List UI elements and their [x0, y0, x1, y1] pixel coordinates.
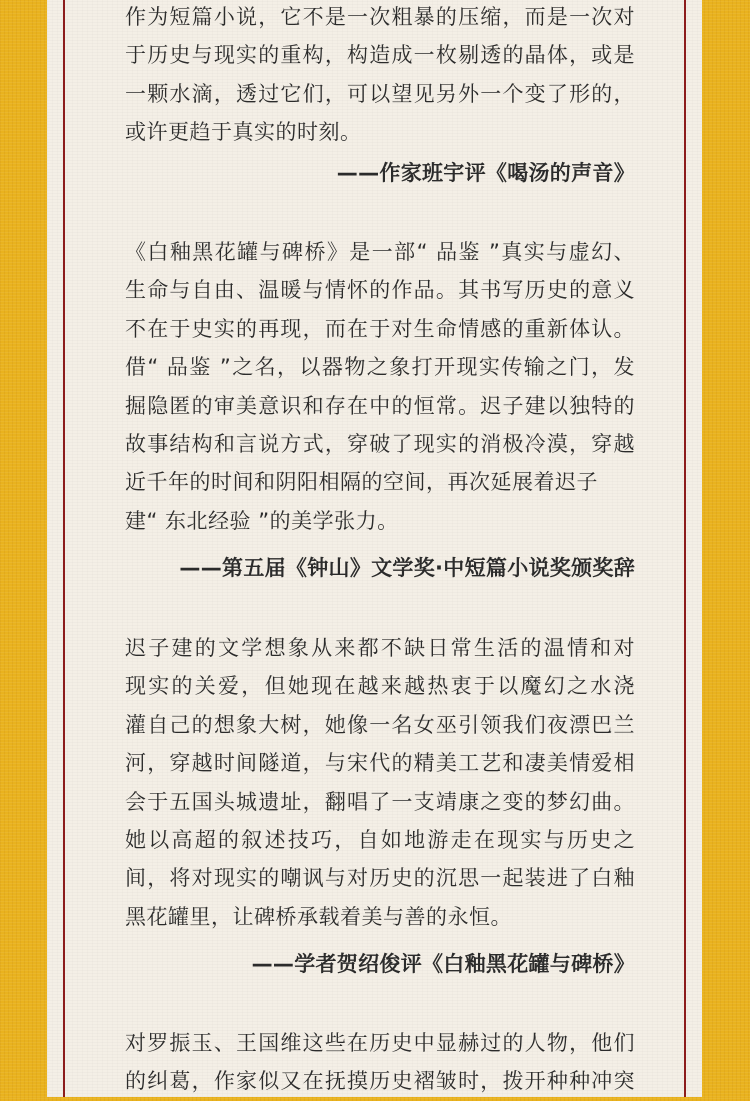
- quote-line: 《白釉黑花罐与碑桥》是一部“ 品鉴 ”真实与虚幻、: [125, 240, 635, 264]
- quote-line: 或许更趋于真实的时刻。: [125, 120, 362, 145]
- quote-attribution-2: ——第五届《钟山》文学奖·中短篇小说奖颁奖辞: [179, 556, 635, 580]
- quote-line: 掘隐匿的审美意识和存在中的恒常。迟子建以独特的: [125, 393, 635, 418]
- right-border-rule: [684, 0, 686, 1097]
- quote-line: 对罗振玉、王国维这些在历史中显赫过的人物，他们: [125, 1031, 635, 1055]
- quote-attribution-1: ——作家班宇评《喝汤的声音》: [336, 161, 635, 185]
- quote-line: 建“ 东北经验 ”的美学张力。: [125, 508, 399, 533]
- quote-line: 现实的关爱，但她现在越来越热衷于以魔幻之水浇: [125, 674, 635, 699]
- quote-line: 于历史与现实的重构，构造成一枚剔透的晶体，或是: [125, 43, 635, 68]
- quote-line: 不在于史实的再现，而在于对生命情感的重新体认。: [125, 316, 635, 341]
- quote-line: 迟子建的文学想象从来都不缺日常生活的温情和对: [125, 636, 635, 660]
- quote-attribution-3: ——学者贺绍俊评《白釉黑花罐与碑桥》: [251, 952, 635, 976]
- quote-line: 作为短篇小说，它不是一次粗暴的压缩，而是一次对: [125, 5, 635, 29]
- quote-block-3: [125, 629, 635, 936]
- quote-block-1: [125, 0, 635, 152]
- quote-block-2: [125, 233, 635, 540]
- quote-line: 会于五国头城遗址，翻唱了一支靖康之变的梦幻曲。: [125, 789, 635, 814]
- quote-line: 间，将对现实的嘲讽与对历史的沉思一起装进了白釉: [125, 866, 635, 891]
- quote-line: 近千年的时间和阴阳相隔的空间，再次延展着迟子: [125, 470, 598, 495]
- left-border-rule: [63, 0, 65, 1097]
- quote-line: 故事结构和言说方式，穿破了现实的消极冷漠，穿越: [125, 431, 635, 456]
- quote-line: 生命与自由、温暖与情怀的作品。其书写历史的意义: [125, 278, 635, 303]
- quote-line: 的纠葛，作家似又在抚摸历史褶皱时，拨开种种冲突: [125, 1069, 635, 1094]
- quote-line: 借“ 品鉴 ”之名，以器物之象打开现实传输之门，发: [125, 355, 635, 380]
- quote-block-4: [125, 1024, 635, 1101]
- quote-line: 一颗水滴，透过它们，可以望见另外一个变了形的，: [125, 81, 635, 106]
- quote-line: 灌自己的想象大树，她像一名女巫引领我们夜漂巴兰: [125, 712, 635, 737]
- quote-line: 黑花罐里，让碑桥承载着美与善的永恒。: [125, 904, 512, 929]
- quote-line: 她以高超的叙述技巧，自如地游走在现实与历史之: [125, 827, 635, 852]
- quote-line: 河，穿越时间隧道，与宋代的精美工艺和凄美情爱相: [125, 751, 635, 776]
